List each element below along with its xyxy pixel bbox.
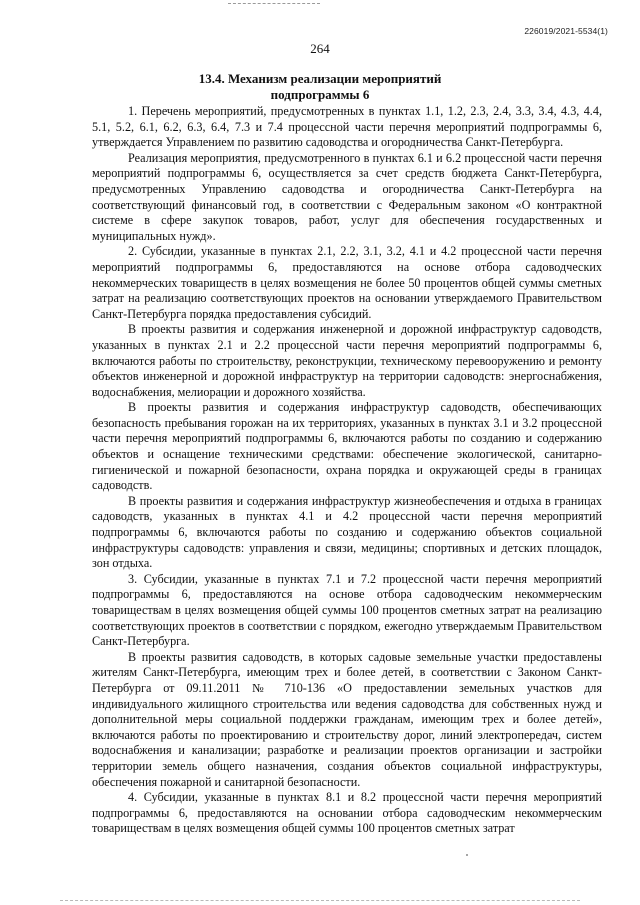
page-number: 264 — [310, 41, 330, 56]
document-body — [92, 104, 602, 837]
scan-edge-mark — [228, 3, 320, 4]
paragraph-implementation-6-1: Реализация мероприятия, предусмотренного в пунктах 6.1 и 6.2 процессной части перечня мероприятий подпрограммы 6, осуществляется за счет средств бюджета Санкт-Петербурга, предусмотренных Управлению садоводства и огородничества Санкт-Петербурга на соответствующий финансовый год, в соответствии с Федеральным законом «О контрактной системе в сфере закупок товаров, работ, услуг для обеспечения государственных и муниципальных нужд». — [92, 150, 602, 243]
paragraph-engineering-infrastructure: В проекты развития и содержания инженерной и дорожной инфраструктур садоводств, указанных в пунктах 2.1 и 2.2 процессной части перечня мероприятий подпрограммы 6, включаются работы по строительству, реконструкции, техническому перевооружению и ремонту объектов инженерной и дорожной инфраструктур на территории садоводств: энергоснабжения, водоснабжения, мелиорации и дорожного хозяйства. — [92, 322, 602, 399]
document-registration-number: 226019/2021-5534(1) — [524, 26, 608, 36]
paragraph-large-families: В проекты развития садоводств, в которых садовые земельные участки предоставлены жителям Санкт-Петербурга, имеющим трех и более детей, в соответствии с Законом Санкт-Петербурга от 09.11.2011 № 710-136 «О предоставлении земельных участков для индивидуального жилищного строительства или ведения садоводства для собственных нужд и дополнительной меры социальной поддержки гражданам, имеющим трех и более детей», включаются работы по проектированию и строительству дорог, линий электропередач, систем водоснабжения и канализации; разработке и реализации проектов организации и застройки территории земель общего назначения, создания объектов социальной инфраструктуры, обеспечения пожарной и санитарной безопасности. — [92, 649, 602, 789]
section-title-line-2: подпрограммы 6 — [270, 86, 370, 102]
scan-speck — [466, 854, 468, 856]
paragraph-safety-infrastructure: В проекты развития и содержания инфраструктур садоводств, обеспечивающих безопасность пребывания горожан на их территориях, указанных в пунктах 3.1 и 3.2 процессной части перечня мероприятий подпрограммы 6, включаются работы по созданию и содержанию объектов и оснащение техническими средствами: обеспечение экологической, санитарно-гигиенической и пожарной безопасности, охрана порядка и окружающей среды в границах садоводств. — [92, 400, 602, 493]
paragraph-item-2: 2. Субсидии, указанные в пунктах 2.1, 2.2, 3.1, 3.2, 4.1 и 4.2 процессной части перечня мероприятий подпрограммы 6, предоставляются на основе отбора садоводческих некоммерческих товариществ в целях возмещения не более 50 процентов общей суммы сметных затрат на реализацию соответствующих проектов на основании утверждаемого Правительством Санкт-Петербурга порядка предоставления субсидий. — [92, 244, 602, 321]
paragraph-item-3: 3. Субсидии, указанные в пунктах 7.1 и 7.2 процессной части перечня мероприятий подпрограммы 6, предоставляются на основе отбора садоводческим некоммерческим товариществам в целях возмещения общей суммы 100 процентов сметных затрат на реализацию соответствующих проектов в соответствии с порядком, ежегодно утверждаемым Правительством Санкт-Петербурга. — [92, 571, 602, 649]
paragraph-life-support-infrastructure: В проекты развития и содержания инфраструктур жизнеобеспечения и отдыха в границах садоводств, указанных в пунктах 4.1 и 4.2 процессной части перечня мероприятий подпрограммы 6, включаются работы по созданию и содержанию объектов социальной инфраструктуры садоводств: управления и связи, медицины; спортивных и детских площадок, зон отдыха. — [92, 493, 602, 571]
scan-edge-mark-bottom — [60, 900, 580, 901]
paragraph-item-1: 1. Перечень мероприятий, предусмотренных в пунктах 1.1, 1.2, 2.3, 2.4, 3.3, 3.4, 4.3, 4.4, 5.1, 5.2, 6.1, 6.2, 6.3, 6.4, 7.3 и 7.4 процессной части перечня мероприятий подпрограммы 6, утверждается Управлением по развитию садоводства и огородничества Санкт-Петербурга. — [92, 104, 602, 150]
section-title — [40, 71, 600, 102]
paragraph-item-4: 4. Субсидии, указанные в пунктах 8.1 и 8.2 процессной части перечня мероприятий подпрограммы 6, предоставляются на основании отбора садоводческим некоммерческим товариществам в целях возмещения общей суммы 100 процентов сметных затрат — [92, 790, 602, 836]
section-title-line-1: 13.4. Механизм реализации мероприятий — [198, 71, 442, 86]
